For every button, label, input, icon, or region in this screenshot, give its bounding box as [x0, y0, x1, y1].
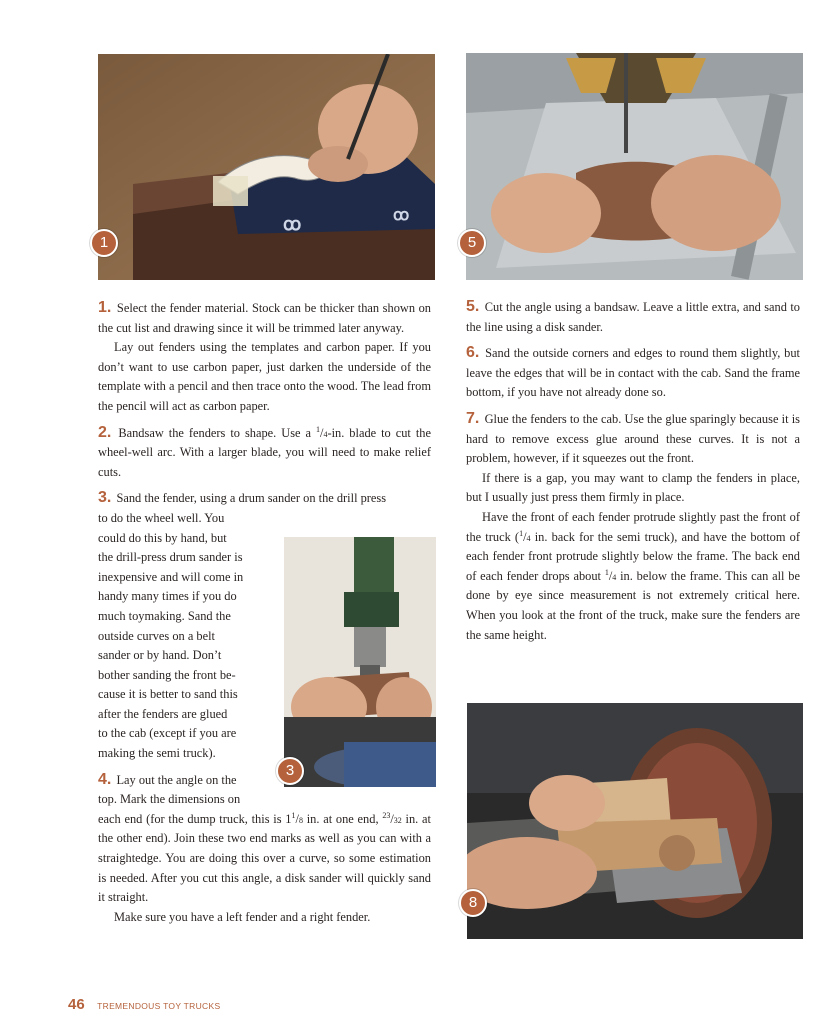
svg-text:ꝏ: ꝏ	[283, 214, 302, 234]
step-number: 1.	[98, 299, 112, 316]
step-badge: 8	[459, 889, 487, 917]
page-footer	[68, 996, 220, 1014]
text-line: making the semi truck).	[98, 746, 216, 761]
text-line: top. Mark the dimensions on	[98, 792, 241, 807]
book-title: TREMENDOUS TOY TRUCKS	[97, 1001, 221, 1011]
text-line: much toymaking. Sand the	[98, 608, 231, 623]
step-text: in. at one end,	[306, 811, 379, 826]
step-1	[98, 298, 431, 338]
step-text: Sand the fender, using a drum sander on the drill press	[116, 491, 387, 506]
text-line: outside curves on a belt	[98, 628, 215, 643]
step-2: 2. Bandsaw the fenders to shape. Use a $^1$/4-in. blade to cut the wheel-well arc. With a larger blade, you will need to make relief cuts.	[98, 423, 432, 479]
step-text: Have the front of each fender protrude slightly past the front of the truck (	[466, 509, 800, 544]
step-badge: 5	[458, 229, 486, 257]
svg-text:ꝏ: ꝏ	[393, 207, 410, 224]
step-number: 5.	[466, 298, 480, 315]
step-1-paragraph: Lay out fenders using the templates and carbon paper. If you don’t want to use carbon paper, just darken the underside of the template with a pencil and then trace onto the wood. The lead from the pencil will act as carbon paper.	[98, 340, 431, 413]
text-line: the drill-press drum sander is	[98, 550, 243, 565]
step-text: Bandsaw the fenders to shape. Use a	[118, 425, 311, 440]
step-6	[466, 343, 800, 403]
step-7-paragraph: Have the front of each fender protrude slightly past the front of the truck ($^1$/4 in. back for the semi truck), and have the bottom of each fender front protrude slightly below the frame. The back end of each fender drops about $^1$/4 in. below the frame. This can all be done by eye since measurement is not extremely critical here. When you look at the front of the truck, make sure the fenders are the same height.	[466, 509, 801, 642]
step-7	[466, 409, 800, 469]
photo-layout-fender	[98, 54, 435, 280]
text-line: cause it is better to sand this	[98, 687, 238, 702]
step-badge: 1	[90, 229, 118, 257]
fraction-numerator: 1	[291, 810, 296, 820]
step-text: in. below the frame. This can all be done by eye since measurement is not extremely critical here. When you look at the front of the truck, make sure the fenders are the same height.	[466, 568, 801, 642]
step-4	[98, 770, 431, 928]
step-text: in. back for the semi truck), and have the bottom of each fender front protrude slightly below the frame. The back end of each fender drops about	[466, 529, 800, 583]
step-3	[98, 488, 431, 509]
step-badge: 3	[276, 757, 304, 785]
step-text: -in. blade to cut the wheel-well arc. With a larger blade, you will need to make relief cuts.	[98, 425, 432, 479]
step-number: 7.	[466, 409, 480, 427]
step-number: 4.	[98, 770, 112, 788]
fraction-numerator: 1	[316, 424, 320, 434]
step-4-text: each end (for the dump truck, this is $1^1/8$ in. at one end, $^{23}$/32 in. at the other end). Join these two end marks as well as you can with a straightedge. You are doing this over a curve, so some estimation is needed. After you cut this angle, a disk sander will quickly sand it straight.	[98, 810, 431, 905]
left-column	[98, 298, 431, 927]
step-number: 6.	[466, 344, 480, 362]
page-number: 46	[68, 996, 85, 1013]
text-line: inexpensive and will come in	[98, 569, 244, 584]
step-text: Select the fender material. Stock can be thicker than shown on the cut list and drawing since it will be trimmed later anyway.	[98, 301, 431, 335]
text-line: after the fenders are glued	[98, 706, 228, 721]
step-4-paragraph: Make sure you have a left fender and a right fender.	[114, 909, 371, 924]
fraction-denominator: 4	[323, 429, 328, 439]
text-line: bother sanding the front be-	[98, 667, 236, 682]
fraction-denominator: 4	[612, 572, 617, 582]
step-text: Sand the outside corners and edges to round them slightly, but leave the edges that will be in contact with the cab. Sand the frame bottom, if you have not already done so.	[466, 346, 800, 400]
fraction-denominator: 4	[526, 533, 531, 543]
step-3-lines	[98, 509, 273, 764]
photo-bandsaw	[466, 53, 803, 280]
fraction-denominator: 8	[298, 815, 303, 825]
step-7-paragraph: If there is a gap, you may want to clamp the fenders in place, but I usually just press them firmly in place.	[466, 470, 800, 505]
step-text: Lay out the angle on the	[116, 772, 237, 787]
right-column	[466, 297, 800, 645]
text-line	[98, 770, 431, 791]
fraction-numerator: 1	[519, 528, 524, 538]
fraction-numerator: 23	[382, 810, 391, 820]
step-text: Cut the angle using a bandsaw. Leave a little extra, and sand to the line using a disk sander.	[466, 300, 800, 334]
step-number: 2.	[98, 423, 112, 441]
photo-disk-sander	[467, 703, 803, 939]
text-line: sander or by hand. Don’t	[98, 648, 222, 663]
step-number: 3.	[98, 489, 112, 507]
step-text: Glue the fenders to the cab. Use the glue sparingly because it is hard to remove excess glue around these curves. It is not a problem, however, if it squeezes out the front.	[466, 411, 801, 466]
fraction-denominator: 32	[393, 815, 402, 825]
step-text: each end (for the dump truck, this is 1	[98, 811, 292, 826]
text-line: handy many times if you do	[98, 589, 237, 604]
text-line: could do this by hand, but	[98, 530, 227, 545]
text-line: to do the wheel well. You	[98, 510, 225, 525]
text-line: to the cab (except if you are	[98, 726, 237, 741]
step-5	[466, 297, 800, 337]
step-text: in. at the other end). Join these two end marks as well as you can with a straightedge. You are doing this over a curve, so some estimation is needed. After you cut this angle, a disk sander will quickly sand it straight.	[98, 811, 431, 905]
fraction-numerator: 1	[604, 567, 609, 577]
